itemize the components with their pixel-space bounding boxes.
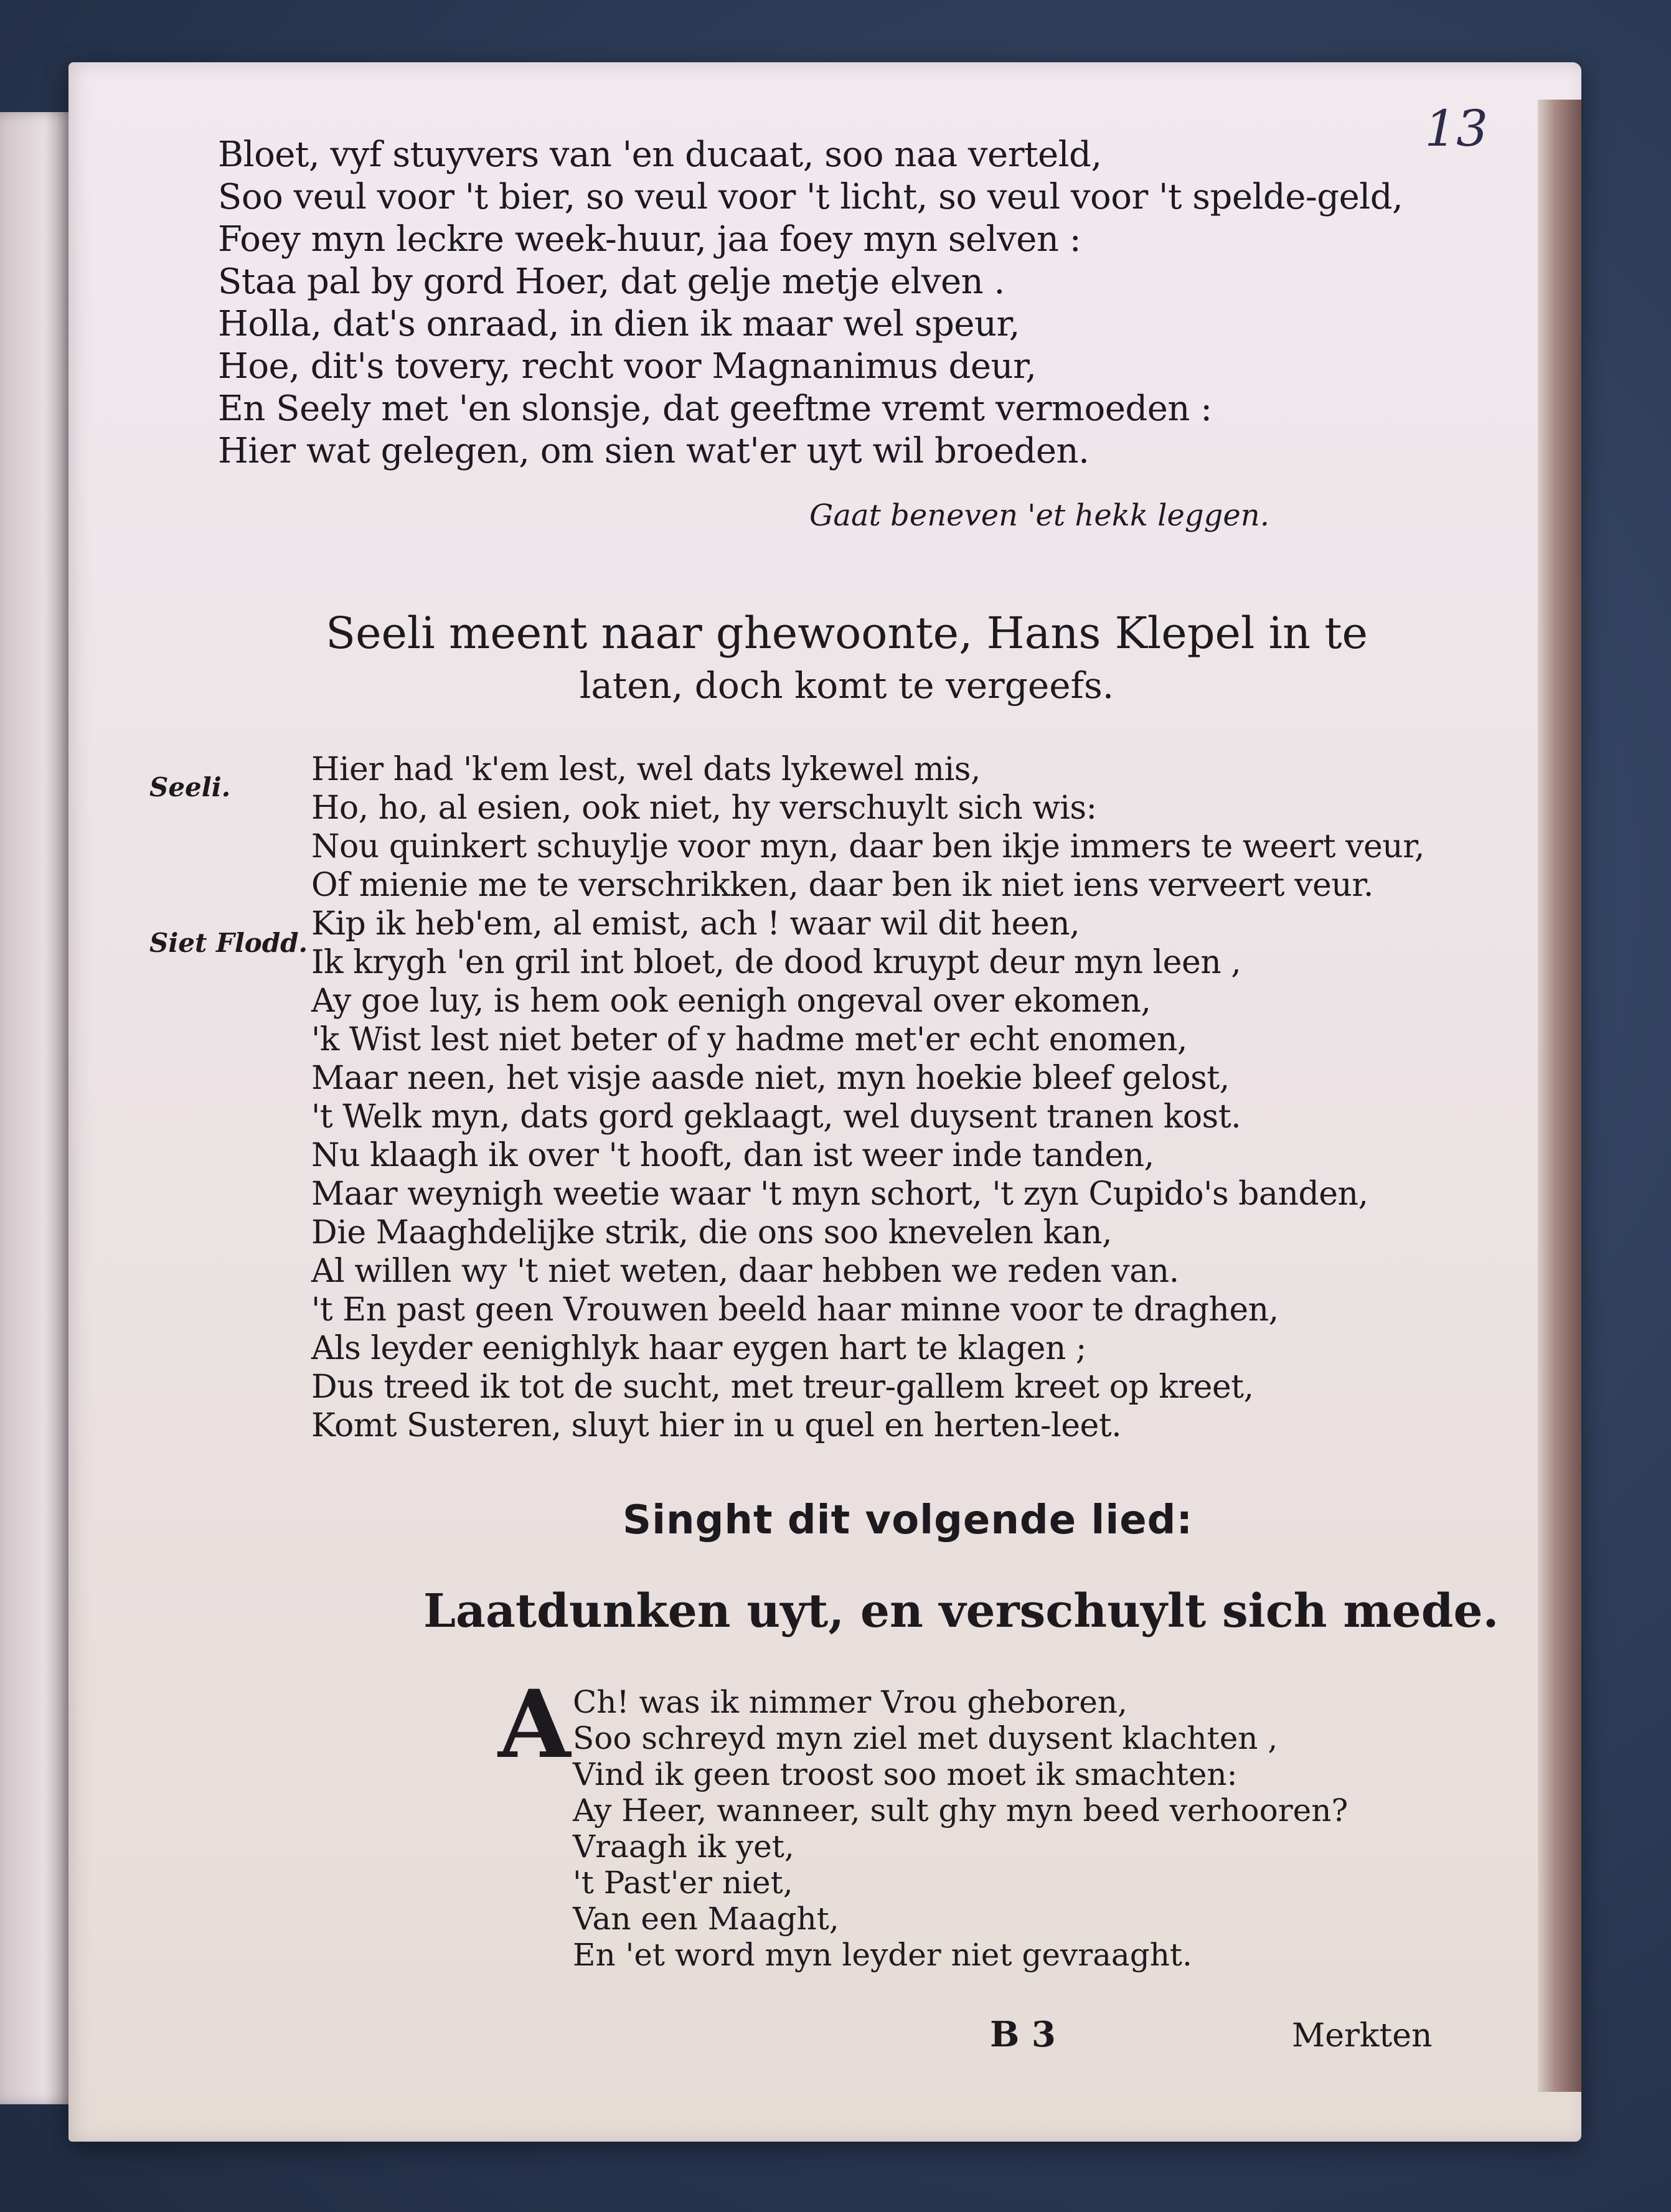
verse-line: Soo veul voor 't bier, so veul voor 't licht, so veul voor 't spelde-geld, bbox=[218, 177, 1403, 217]
stage-direction: Gaat beneven 'et hekk leggen. bbox=[809, 498, 1269, 533]
verse-line: Staa pal by gord Hoer, dat gelje metje elven . bbox=[218, 261, 1005, 302]
verse-line: Of mienie me te verschrikken, daar ben ik niet iens verveert veur. bbox=[311, 867, 1373, 904]
scene-heading-line-1: Seeli meent naar ghewoonte, Hans Klepel in te bbox=[326, 608, 1368, 659]
song-line: 't Past'er niet, bbox=[573, 1865, 793, 1901]
verse-line: 't En past geen Vrouwen beeld haar minne voor te draghen, bbox=[311, 1291, 1279, 1329]
verse-line: Foey myn leckre week-huur, jaa foey myn selven : bbox=[218, 219, 1081, 260]
song-heading: Singht dit volgende lied: bbox=[623, 1497, 1193, 1543]
scene-heading-line-2: laten, doch komt te vergeefs. bbox=[579, 664, 1114, 707]
verse-block-2 bbox=[311, 750, 1424, 1445]
verse-line: Al willen wy 't niet weten, daar hebben we reden van. bbox=[311, 1253, 1179, 1290]
verse-line: En Seely met 'en slonsje, dat geeftme vremt vermoeden : bbox=[218, 388, 1212, 429]
verse-line: 'k Wist lest niet beter of y hadme met'er echt enomen, bbox=[311, 1021, 1187, 1058]
verse-line: Bloet, vyf stuyvers van 'en ducaat, soo naa verteld, bbox=[218, 134, 1102, 175]
signature-mark: B 3 bbox=[990, 2014, 1056, 2055]
verse-line: Maar neen, het visje aasde niet, myn hoekie bleef gelost, bbox=[311, 1060, 1230, 1097]
drop-cap: A bbox=[498, 1670, 571, 1779]
verse-line: Maar weynigh weetie waar 't myn schort, 't zyn Cupido's banden, bbox=[311, 1175, 1368, 1213]
verse-line: Als leyder eenighlyk haar eygen hart te klagen ; bbox=[311, 1330, 1086, 1367]
verse-line: Komt Susteren, sluyt hier in u quel en herten-leet. bbox=[311, 1407, 1122, 1444]
verse-line: 't Welk myn, dats gord geklaagt, wel duysent tranen kost. bbox=[311, 1098, 1241, 1136]
verse-line: Dus treed ik tot de sucht, met treur-gallem kreet op kreet, bbox=[311, 1368, 1254, 1406]
song-line: En 'et word myn leyder niet gevraaght. bbox=[573, 1937, 1192, 1973]
verse-block-1 bbox=[218, 134, 1403, 473]
catchword: Merkten bbox=[1292, 2017, 1433, 2054]
song-line: Van een Maaght, bbox=[573, 1901, 839, 1937]
speaker-label: Seeli. bbox=[149, 772, 231, 802]
speaker-label: Siet Flodd. bbox=[149, 928, 308, 958]
left-page-edge bbox=[0, 112, 75, 2104]
song-subheading: Laatdunken uyt, en verschuylt sich mede. bbox=[423, 1584, 1499, 1638]
verse-line: Ho, ho, al esien, ook niet, hy verschuylt sich wis: bbox=[311, 789, 1097, 827]
verse-line: Kip ik heb'em, al emist, ach ! waar wil dit heen, bbox=[311, 905, 1080, 943]
verse-line: Hier wat gelegen, om sien wat'er uyt wil broeden. bbox=[218, 431, 1090, 471]
song-line: Ch! was ik nimmer Vrou gheboren, bbox=[573, 1684, 1127, 1720]
verse-line: Ay goe luy, is hem ook eenigh ongeval over ekomen, bbox=[311, 982, 1151, 1020]
verse-line: Die Maaghdelijke strik, die ons soo knevelen kan, bbox=[311, 1214, 1112, 1251]
page-number: 13 bbox=[1424, 100, 1488, 158]
verse-line: Hier had 'k'em lest, wel dats lykewel mis, bbox=[311, 751, 981, 788]
song-line: Vind ik geen troost soo moet ik smachten: bbox=[573, 1756, 1238, 1792]
song-line: Vraagh ik yet, bbox=[573, 1828, 794, 1865]
verse-line: Holla, dat's onraad, in dien ik maar wel speur, bbox=[218, 304, 1020, 344]
song-line: Soo schreyd myn ziel met duysent klachten , bbox=[573, 1720, 1278, 1756]
verse-line: Ik krygh 'en gril int bloet, de dood kruypt deur myn leen , bbox=[311, 944, 1241, 981]
song-line: Ay Heer, wanneer, sult ghy myn beed verhooren? bbox=[573, 1792, 1349, 1828]
verse-line: Nou quinkert schuylje voor myn, daar ben ikje immers te weert veur, bbox=[311, 828, 1424, 865]
song-block bbox=[573, 1684, 1348, 1973]
verse-line: Hoe, dit's tovery, recht voor Magnanimus deur, bbox=[218, 346, 1037, 387]
verse-line: Nu klaagh ik over 't hooft, dan ist weer inde tanden, bbox=[311, 1137, 1154, 1174]
scene-heading bbox=[286, 607, 1407, 712]
page-edge-shadow bbox=[1538, 100, 1581, 2092]
